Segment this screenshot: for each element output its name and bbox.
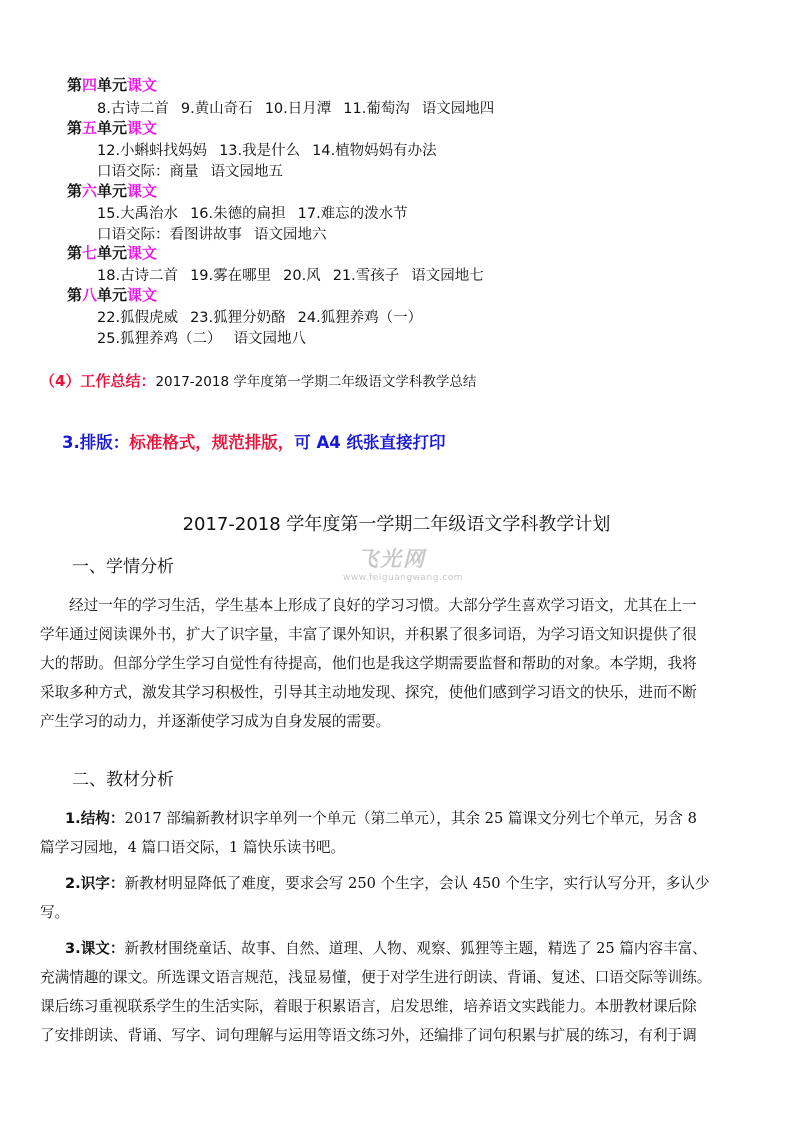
paragraph-line: 产生学习的动力，并逐渐使学习成为自身发展的需要。	[40, 713, 391, 730]
textbook-literacy	[40, 869, 710, 927]
lesson-item: 17.难忘的泼水节	[297, 206, 408, 222]
work-summary	[40, 370, 476, 391]
lesson-item: 25.狐狸养鸡（二）	[97, 331, 222, 347]
format-number: 3.排版：	[62, 433, 130, 452]
watermark-logo: 飞光网	[357, 547, 426, 571]
lesson-item: 10.日月潭	[264, 101, 332, 117]
paragraph-line: 了安排朗读、背诵、写字、词句理解与运用等语文练习外，还编排了词句积累与扩展的练习，有利于调	[40, 1027, 697, 1044]
unit-lessons-6-line-2	[97, 223, 327, 244]
lesson-item: 16.朱德的扁担	[190, 206, 286, 222]
unit-tag: 课文	[127, 182, 158, 200]
textbook-structure	[40, 804, 697, 862]
lesson-item: 14.植物妈妈有办法	[312, 143, 437, 159]
paragraph-line: 课后练习重视联系学生的生活实际，着眼于积累语言，启发思维，培养语文实践能力。本册教材课后除	[40, 998, 697, 1015]
lesson-item: 语文园地八	[233, 331, 307, 347]
lesson-item: 22.狐假虎威	[97, 310, 179, 326]
format-comma: ，	[277, 433, 295, 452]
unit-heading-4	[67, 74, 157, 95]
lesson-item: 9.黄山奇石	[180, 101, 253, 117]
paragraph-line: 大的帮助。但部分学生学习自觉性有待提高，他们也是我这学期需要监督和帮助的对象。本学期，我将	[40, 655, 697, 672]
unit-lessons-5-line-1	[97, 139, 437, 160]
lesson-item: 24.狐狸养鸡（一）	[297, 310, 423, 326]
unit-suffix: 单元	[97, 286, 128, 304]
format-note	[62, 429, 446, 453]
unit-heading-8	[67, 284, 157, 305]
lesson-item: 13.我是什么	[219, 143, 301, 159]
unit-heading-6	[67, 180, 157, 201]
unit-prefix: 第	[67, 76, 83, 94]
unit-tag: 课文	[127, 286, 158, 304]
unit-prefix: 第	[67, 286, 83, 304]
unit-prefix: 第	[67, 244, 83, 262]
unit-lessons-7-line-1	[97, 264, 484, 285]
unit-tag: 课文	[127, 244, 158, 262]
lesson-item: 23.狐狸分奶酪	[190, 310, 286, 326]
unit-suffix: 单元	[97, 182, 128, 200]
watermark-url: www.feiguangwang.com	[343, 573, 464, 583]
paragraph-line: 学年通过阅读课外书，扩大了识字量，丰富了课外知识，并积累了很多词语，为学习语文知识提供了很	[40, 626, 697, 643]
unit-prefix: 第	[67, 182, 83, 200]
summary-label: （4）工作总结：	[40, 372, 156, 390]
lesson-item: 8.古诗二首	[97, 101, 169, 117]
unit-heading-7	[67, 242, 157, 263]
lesson-item: 15.大禹治水	[97, 206, 179, 222]
textbook-texts	[40, 934, 711, 1050]
section-heading-2: 二、教材分析	[72, 770, 174, 790]
unit-lessons-4-line-1	[97, 97, 494, 118]
section-heading-1: 一、学情分析	[72, 557, 174, 577]
lesson-item: 21.雪孩子	[332, 268, 400, 284]
summary-text: 2017-2018 学年度第一学期二年级语文学科教学总结	[155, 374, 477, 390]
lesson-item: 20.风	[283, 268, 321, 284]
unit-suffix: 单元	[97, 76, 128, 94]
lesson-item: 语文园地六	[254, 227, 327, 243]
unit-number: 四	[82, 76, 98, 94]
item-label: 2.识字：	[65, 875, 125, 892]
document-title: 2017-2018 学年度第一学期二年级语文学科教学计划	[182, 514, 611, 535]
unit-lessons-8-line-2	[97, 327, 306, 348]
lesson-item: 口语交际：看图讲故事	[97, 227, 242, 243]
unit-number: 八	[82, 286, 98, 304]
unit-lessons-6-line-1	[97, 202, 408, 223]
unit-tag: 课文	[127, 119, 158, 137]
lesson-item: 11.葡萄沟	[343, 101, 410, 117]
unit-suffix: 单元	[97, 119, 128, 137]
section-1-paragraph	[40, 591, 697, 736]
unit-number: 五	[82, 119, 98, 137]
paragraph-line: 篇学习园地，4 篇口语交际，1 篇快乐读书吧。	[40, 839, 346, 856]
unit-lessons-5-line-2	[97, 160, 283, 181]
format-highlight: 标准格式，规范排版	[129, 433, 278, 452]
lesson-item: 语文园地五	[210, 164, 283, 180]
item-label: 1.结构：	[65, 810, 125, 827]
unit-lessons-8-line-1	[97, 306, 422, 327]
paragraph-line: 新教材明显降低了难度，要求会写 250 个生字，会认 450 个生字，实行认写分开，多认少	[124, 875, 710, 892]
lesson-item: 语文园地四	[421, 101, 495, 117]
item-label: 3.课文：	[65, 940, 125, 957]
paragraph-line: 2017 部编新教材识字单列一个单元（第二单元），其余 25 篇课文分列七个单元，另含 8	[124, 810, 697, 827]
paragraph-line: 充满情趣的课文。所选课文语言规范，浅显易懂，便于对学生进行朗读、背诵、复述、口语交际等训练。	[40, 969, 712, 986]
lesson-item: 口语交际：商量	[97, 164, 199, 180]
paragraph-line: 经过一年的学习生活，学生基本上形成了良好的学习习惯。大部分学生喜欢学习语文，尤其在上一	[69, 597, 697, 614]
lesson-item: 19.雾在哪里	[190, 268, 272, 284]
unit-heading-5	[67, 117, 157, 138]
lesson-item: 12.小蝌蚪找妈妈	[97, 143, 208, 159]
unit-suffix: 单元	[97, 244, 128, 262]
paragraph-line: 新教材围绕童话、故事、自然、道理、人物、观察、狐狸等主题，精选了 25 篇内容丰富、	[124, 940, 707, 957]
paragraph-line: 采取多种方式，激发其学习积极性，引导其主动地发现、探究，使他们感到学习语文的快乐，进而不断	[40, 684, 697, 701]
unit-number: 六	[82, 182, 98, 200]
lesson-item: 语文园地七	[411, 268, 484, 284]
unit-tag: 课文	[127, 76, 158, 94]
watermark	[343, 543, 463, 583]
unit-prefix: 第	[67, 119, 83, 137]
unit-number: 七	[82, 244, 98, 262]
paragraph-line: 写。	[40, 904, 70, 921]
format-print-note: 可 A4 纸张直接打印	[294, 433, 446, 452]
lesson-item: 18.古诗二首	[97, 268, 179, 284]
